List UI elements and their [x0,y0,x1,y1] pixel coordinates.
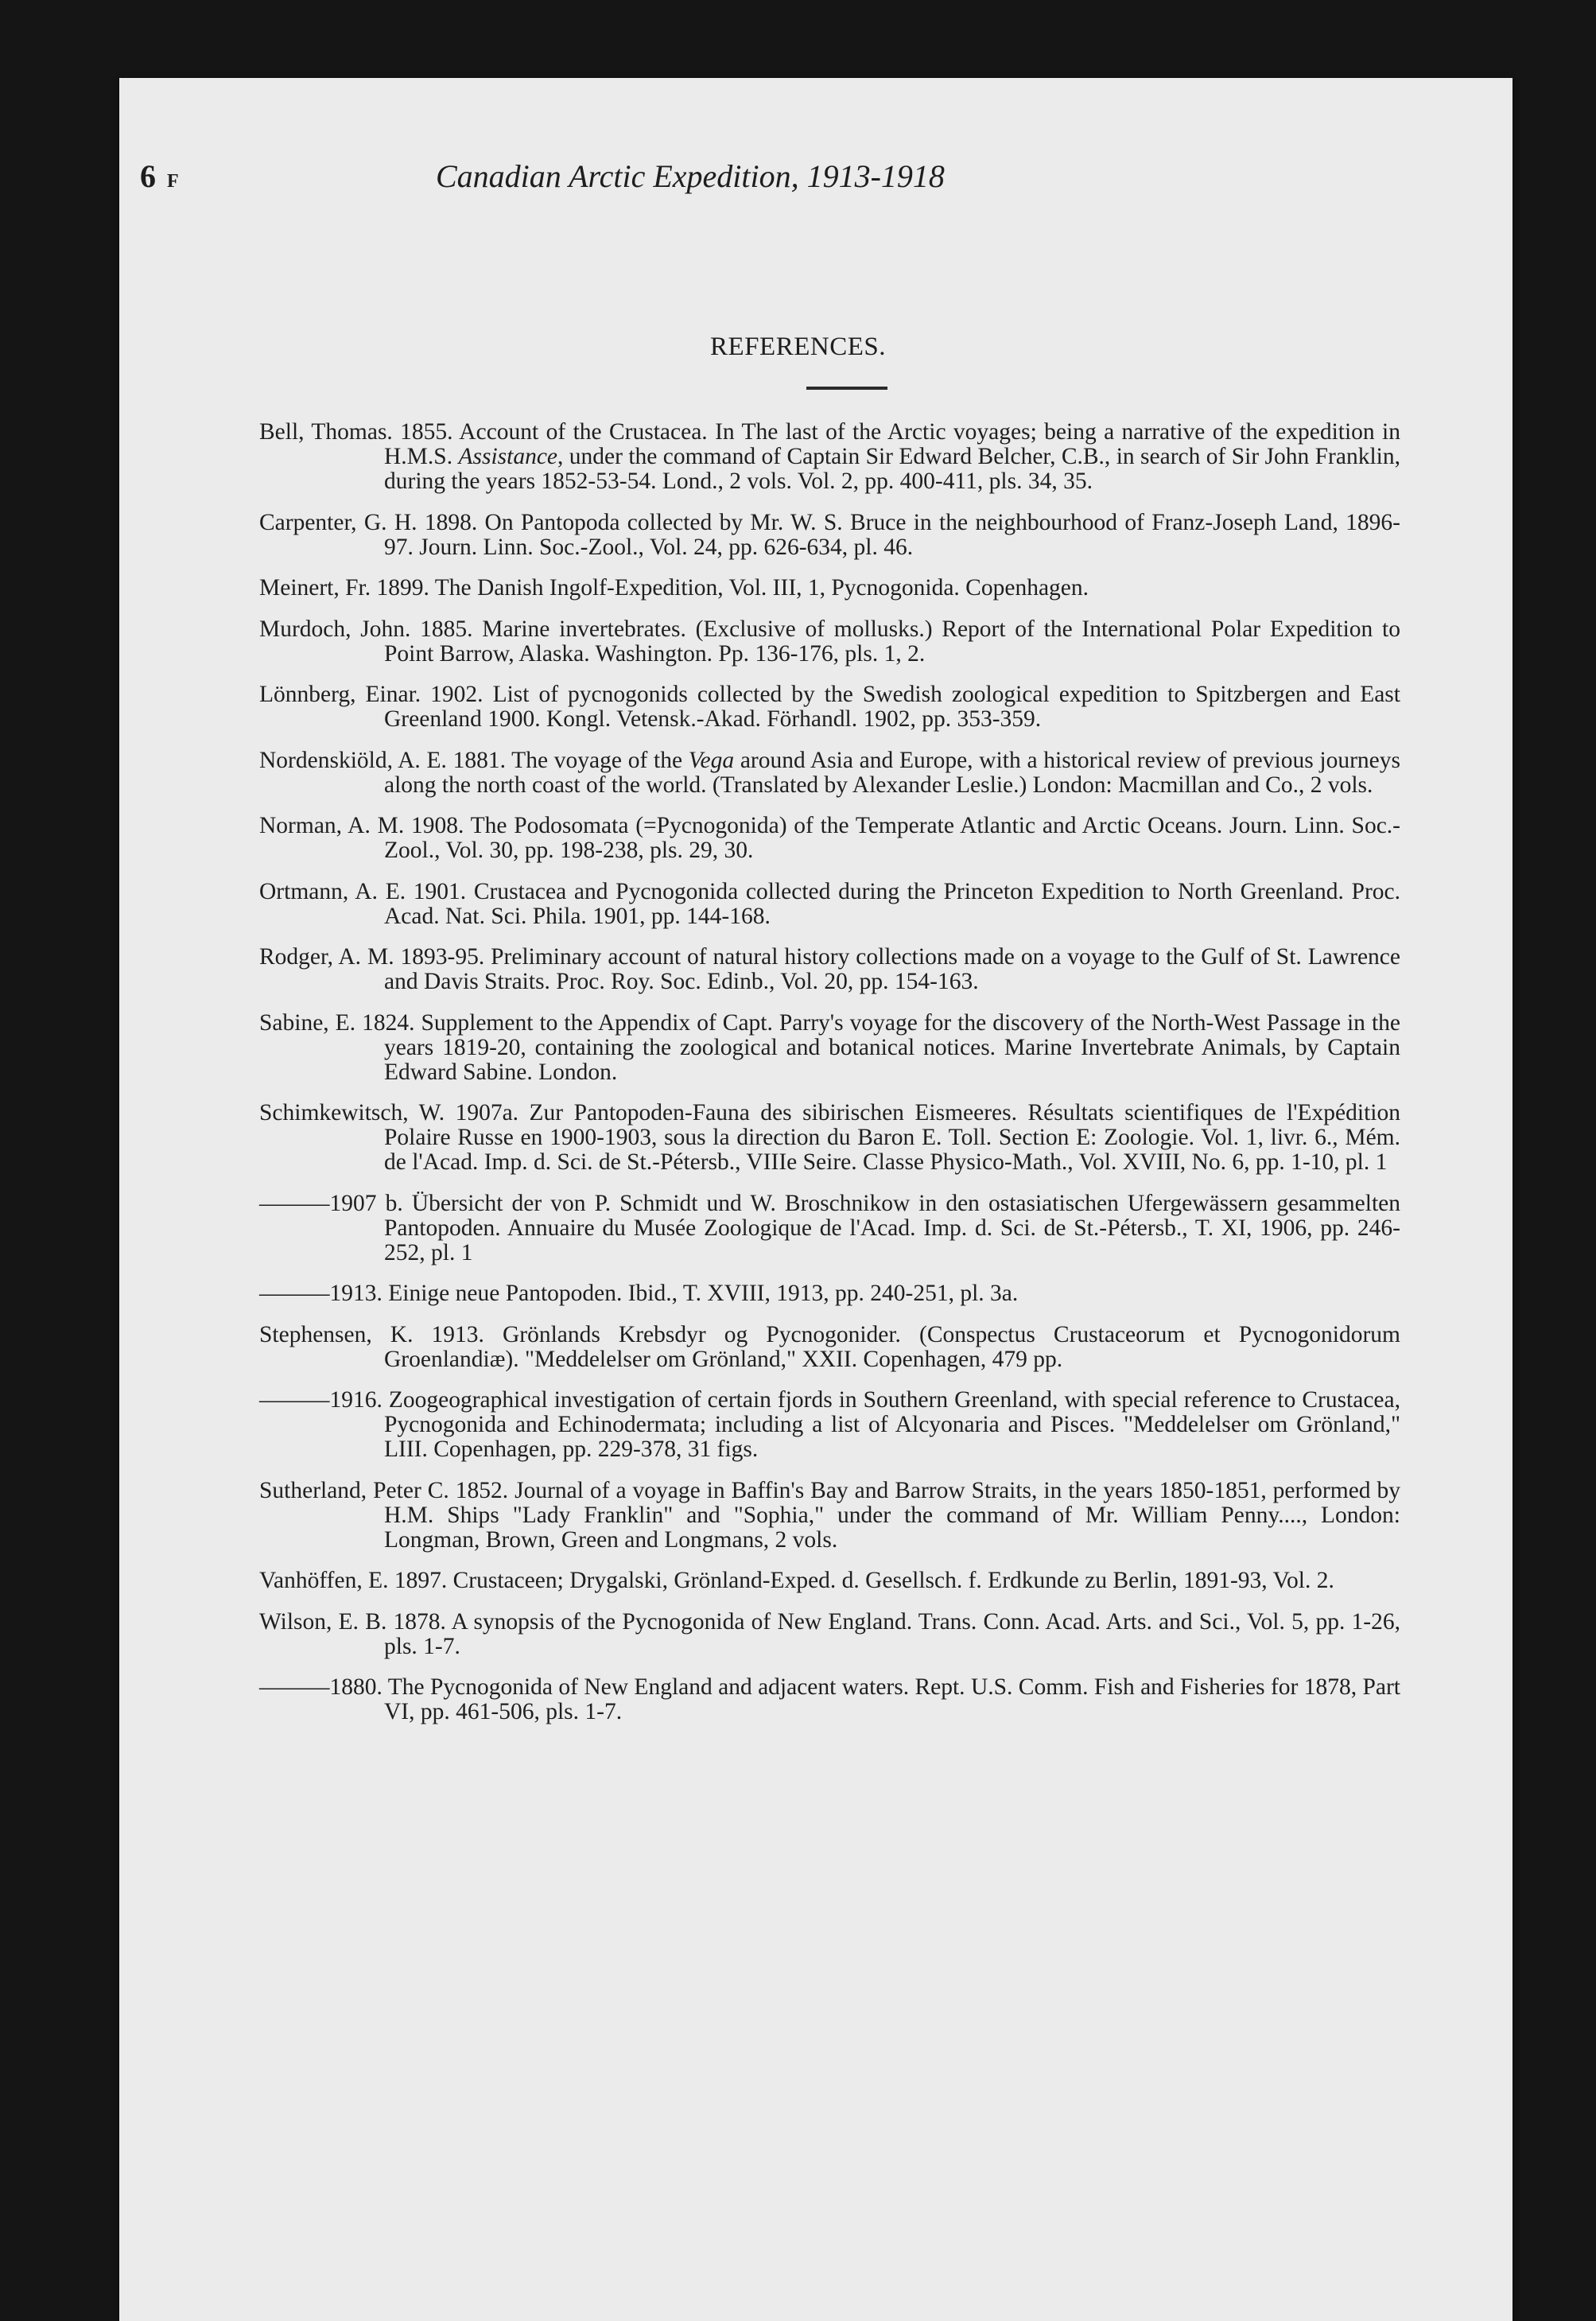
reference-ortmann-1901: Ortmann, A. E. 1901. Crustacea and Pycnogonida collected during the Princeton Expedition to North Greenland. Proc. Acad. Nat. Sci. Phila. 1901, pp. 144-168. [259,878,1400,929]
reference-schimkewitsch-1907b: ———1907 b. Übersicht der von P. Schmidt und W. Broschnikow in den ostasiatischen Ufergewässern gesammelten Pantopoden. Annuaire du Musée Zoologique de l'Acad. Imp. d. Sci. de St.-Pétersb., T. XI, 1906, pp. 246-252, pl. 1 [259,1190,1400,1265]
reference-vanhoffen-1897: Vanhöffen, E. 1897. Crustaceen; Drygalski, Grönland-Exped. d. Gesellsch. f. Erdkunde zu Berlin, 1891-93, Vol. 2. [259,1568,1334,1593]
reference-sabine-1824: Sabine, E. 1824. Supplement to the Appendix of Capt. Parry's voyage for the discovery of the North-West Passage in the years 1819-20, containing the zoological and botanical notices. Marine Invertebrate Animals, by Captain Edward Sabine. London. [259,1009,1400,1085]
reference-lonnberg-1902: Lönnberg, Einar. 1902. List of pycnogonids collected by the Swedish zoological expedition to Spitzbergen and East Greenland 1900. Kongl. Vetensk.-Akad. Förhandl. 1902, pp. 353-359. [259,682,1400,732]
reference-list [259,420,1400,1741]
reference-sutherland-1852: Sutherland, Peter C. 1852. Journal of a voyage in Baffin's Bay and Barrow Straits, in the years 1850-1851, performed by H.M. Ships "Lady Franklin" and "Sophia," under the command of Mr. William Penny...., London: Longman, Brown, Green and Longmans, 2 vols. [259,1477,1400,1553]
running-title: Canadian Arctic Expedition, 1913-1918 [436,158,945,194]
reference-carpenter-1898: Carpenter, G. H. 1898. On Pantopoda collected by Mr. W. S. Bruce in the neighbourhood of Franz-Joseph Land, 1896-97. Journ. Linn. Soc.-Zool., Vol. 24, pp. 626-634, pl. 46. [259,509,1400,560]
reference-murdoch-1885: Murdoch, John. 1885. Marine invertebrates. (Exclusive of mollusks.) Report of the International Polar Expedition to Point Barrow, Alaska. Washington. Pp. 136-176, pls. 1, 2. [259,616,1400,667]
page-suffix: F [167,171,179,192]
reference-norman-1908: Norman, A. M. 1908. The Podosomata (=Pycnogonida) of the Temperate Atlantic and Arctic Oceans. Journ. Linn. Soc.-Zool., Vol. 30, pp. 198-238, pls. 29, 30. [259,813,1400,863]
reference-wilson-1878: Wilson, E. B. 1878. A synopsis of the Pycnogonida of New England. Trans. Conn. Acad. Arts. and Sci., Vol. 5, pp. 1-26, pls. 1-7. [259,1608,1400,1659]
page-number: 6 F [140,158,179,194]
reference-wilson-1880: ———1880. The Pycnogonida of New England and adjacent waters. Rept. U.S. Comm. Fish and Fisheries for 1878, Part VI, pp. 461-506, pls. 1-7. [259,1674,1400,1724]
reference-nordenskiold-1881: Nordenskiöld, A. E. 1881. The voyage of the Vega around Asia and Europe, with a historical review of previous journeys along the north coast of the world. (Translated by Alexander Leslie.) London: Macmillan and Co., 2 vols. [259,747,1400,798]
reference-stephensen-1913: Stephensen, K. 1913. Grönlands Krebsdyr og Pycnogonider. (Conspectus Crustaceorum et Pycnogonidorum Groenlandiæ). "Meddelelser om Grönland," XXII. Copenhagen, 479 pp. [259,1321,1400,1372]
reference-stephensen-1916: ———1916. Zoogeographical investigation of certain fjords in Southern Greenland, with special reference to Crustacea, Pycnogonida and Echinodermata; including a list of Alcyonaria and Pisces. "Meddelelser om Grönland," LIII. Copenhagen, pp. 229-378, 31 figs. [259,1387,1400,1462]
reference-rodger-1893: Rodger, A. M. 1893-95. Preliminary account of natural history collections made on a voyage to the Gulf of St. Lawrence and Davis Straits. Proc. Roy. Soc. Edinb., Vol. 20, pp. 154-163. [259,944,1400,994]
heading-rule [806,387,887,390]
reference-bell-1855: Bell, Thomas. 1855. Account of the Crustacea. In The last of the Arctic voyages; being a narrative of the expedition in H.M.S. Assistance, under the command of Captain Sir Edward Belcher, C.B., in search of Sir John Franklin, during the years 1852-53-54. Lond., 2 vols. Vol. 2, pp. 400-411, pls. 34, 35. [259,419,1400,494]
page-header [140,157,1118,205]
reference-schimkewitsch-1913: ———1913. Einige neue Pantopoden. Ibid., T. XVIII, 1913, pp. 240-251, pl. 3a. [259,1281,1019,1306]
reference-meinert-1899: Meinert, Fr. 1899. The Danish Ingolf-Expedition, Vol. III, 1, Pycnogonida. Copenhagen. [259,575,1089,601]
reference-schimkewitsch-1907a: Schimkewitsch, W. 1907a. Zur Pantopoden-Fauna des sibirischen Eismeeres. Résultats scientifiques de l'Expédition Polaire Russe en 1900-1903, sous la direction du Baron E. Toll. Section E: Zoologie. Vol. 1, livr. 6., Mém. de l'Acad. Imp. d. Sci. de St.-Pétersb., VIIIe Seire. Classe Physico-Math., Vol. XVIII, No. 6, pp. 1-10, pl. 1 [259,1100,1400,1175]
section-heading: REFERENCES. [710,332,886,361]
